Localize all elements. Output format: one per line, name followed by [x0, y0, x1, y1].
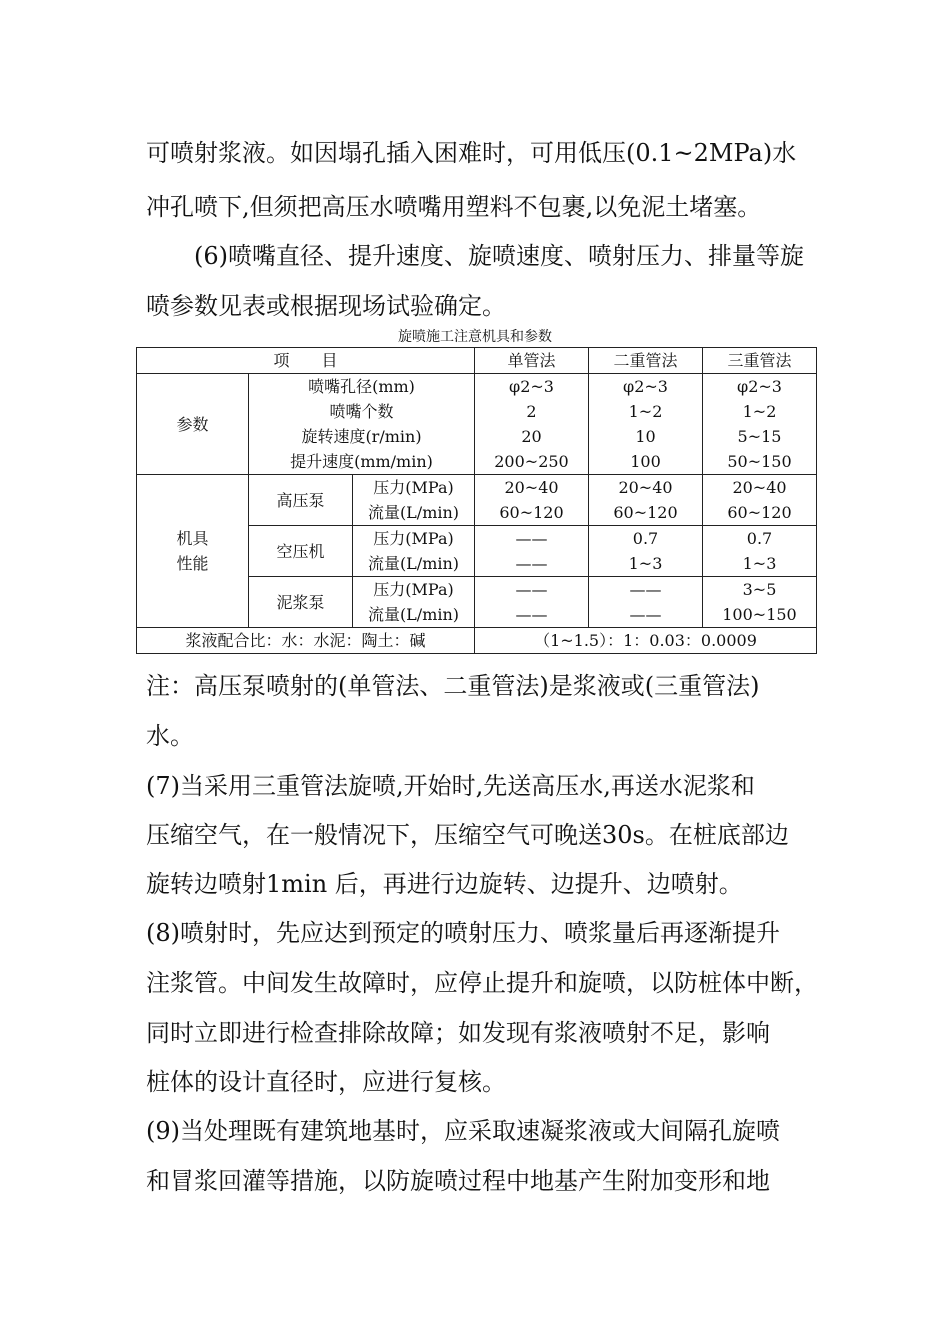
pump-single — [475, 577, 589, 628]
paragraph-line: 可喷射浆液。如因塌孔插入困难时，可用低压(0.1~2MPa)水 — [146, 139, 797, 167]
pump-value: 100~150 — [722, 605, 797, 624]
pump-value: —— — [515, 580, 548, 599]
pump-row-label: 压力(MPa) — [373, 529, 454, 548]
paragraph-line: (8)喷射时，先应达到预定的喷射压力、喷浆量后再逐渐提升 — [146, 919, 780, 947]
header-double: 二重管法 — [589, 348, 703, 374]
pump-row-label: 压力(MPa) — [373, 580, 454, 599]
machine-label-line: 性能 — [176, 554, 209, 573]
pump-name: 高压泵 — [249, 475, 353, 526]
param-value: φ2~3 — [623, 377, 668, 396]
params-single-cell — [475, 374, 589, 475]
machine-label — [137, 475, 249, 628]
paragraph-line: (9)当处理既有建筑地基时，应采取速凝浆液或大间隔孔旋喷 — [146, 1117, 780, 1145]
pump-row-label: 流量(L/min) — [367, 554, 460, 573]
pump-triple — [703, 577, 817, 628]
pump-value: —— — [629, 605, 662, 624]
param-value: 1~2 — [742, 402, 777, 421]
pump-value: 0.7 — [632, 529, 659, 548]
pump-value: —— — [629, 580, 662, 599]
params-row — [137, 374, 817, 475]
header-item: 项 目 — [137, 348, 475, 374]
paragraph-line: 旋转边喷射1min 后，再进行边旋转、边提升、边喷射。 — [146, 870, 743, 898]
params-double-cell — [589, 374, 703, 475]
pump-row-label: 压力(MPa) — [373, 478, 454, 497]
pump-double — [589, 475, 703, 526]
param-value: φ2~3 — [509, 377, 554, 396]
param-value: 1~2 — [628, 402, 663, 421]
paragraph-line: 喷参数见表或根据现场试验确定。 — [146, 292, 506, 320]
param-value: 200~250 — [494, 452, 569, 471]
param-value: φ2~3 — [737, 377, 782, 396]
params-triple-cell — [703, 374, 817, 475]
mix-label: 浆液配合比：水：水泥：陶土：碱 — [137, 628, 475, 654]
param-name: 提升速度(mm/min) — [290, 452, 433, 471]
header-triple: 三重管法 — [703, 348, 817, 374]
pump-value: —— — [515, 529, 548, 548]
pump-value: 60~120 — [727, 503, 792, 522]
paragraph-line: 水。 — [146, 722, 194, 750]
paragraph-line: 同时立即进行检查排除故障；如发现有浆液喷射不足，影响 — [146, 1019, 770, 1047]
pump-value: 0.7 — [746, 529, 773, 548]
param-name: 喷嘴个数 — [329, 402, 394, 421]
pump-rows — [353, 526, 475, 577]
header-single: 单管法 — [475, 348, 589, 374]
param-name: 旋转速度(r/min) — [301, 427, 422, 446]
table-caption: 旋喷施工注意机具和参数 — [398, 329, 552, 345]
param-value: 20 — [521, 427, 542, 446]
pump-value: 20~40 — [618, 478, 673, 497]
paragraph-line: 压缩空气，在一般情况下，压缩空气可晚送30s。在桩底部边 — [146, 821, 789, 849]
pump-value: 20~40 — [504, 478, 559, 497]
pump-row-high-pressure — [137, 475, 817, 526]
pump-value: 20~40 — [732, 478, 787, 497]
pump-single — [475, 526, 589, 577]
params-label: 参数 — [137, 374, 249, 475]
pump-value: 1~3 — [742, 554, 777, 573]
pump-name: 泥浆泵 — [249, 577, 353, 628]
pump-value: 60~120 — [499, 503, 564, 522]
parameters-table — [136, 347, 817, 654]
param-name: 喷嘴孔径(mm) — [308, 377, 415, 396]
paragraph-line: 注：高压泵喷射的(单管法、二重管法)是浆液或(三重管法) — [146, 672, 760, 700]
pump-value: —— — [515, 605, 548, 624]
pump-double — [589, 577, 703, 628]
params-names-cell — [249, 374, 475, 475]
param-value: 50~150 — [727, 452, 792, 471]
paragraph-line: 和冒浆回灌等措施，以防旋喷过程中地基产生附加变形和地 — [146, 1167, 770, 1195]
param-value: 2 — [526, 402, 537, 421]
pump-row-label: 流量(L/min) — [367, 503, 460, 522]
pump-value: 1~3 — [628, 554, 663, 573]
table-header-row — [137, 348, 817, 374]
paragraph-line: 注浆管。中间发生故障时，应停止提升和旋喷，以防桩体中断， — [146, 969, 818, 997]
param-value: 10 — [635, 427, 656, 446]
param-value: 100 — [630, 452, 661, 471]
paragraph-line: (7)当采用三重管法旋喷,开始时,先送高压水,再送水泥浆和 — [146, 772, 755, 800]
pump-triple — [703, 475, 817, 526]
mix-ratio-row — [137, 628, 817, 654]
pump-rows — [353, 475, 475, 526]
param-value: 5~15 — [737, 427, 782, 446]
paragraph-line: (6)喷嘴直径、提升速度、旋喷速度、喷射压力、排量等旋 — [194, 242, 804, 270]
pump-single — [475, 475, 589, 526]
paragraph-line: 冲孔喷下,但须把高压水喷嘴用塑料不包裹,以免泥土堵塞。 — [146, 193, 762, 221]
pump-value: 3~5 — [742, 580, 777, 599]
pump-row-label: 流量(L/min) — [367, 605, 460, 624]
paragraph-line: 桩体的设计直径时，应进行复核。 — [146, 1068, 506, 1096]
pump-value: —— — [515, 554, 548, 573]
pump-name: 空压机 — [249, 526, 353, 577]
machine-label-line: 机具 — [176, 529, 209, 548]
pump-triple — [703, 526, 817, 577]
pump-rows — [353, 577, 475, 628]
pump-double — [589, 526, 703, 577]
mix-value: （1~1.5）：1：0.03：0.0009 — [475, 628, 817, 654]
pump-value: 60~120 — [613, 503, 678, 522]
